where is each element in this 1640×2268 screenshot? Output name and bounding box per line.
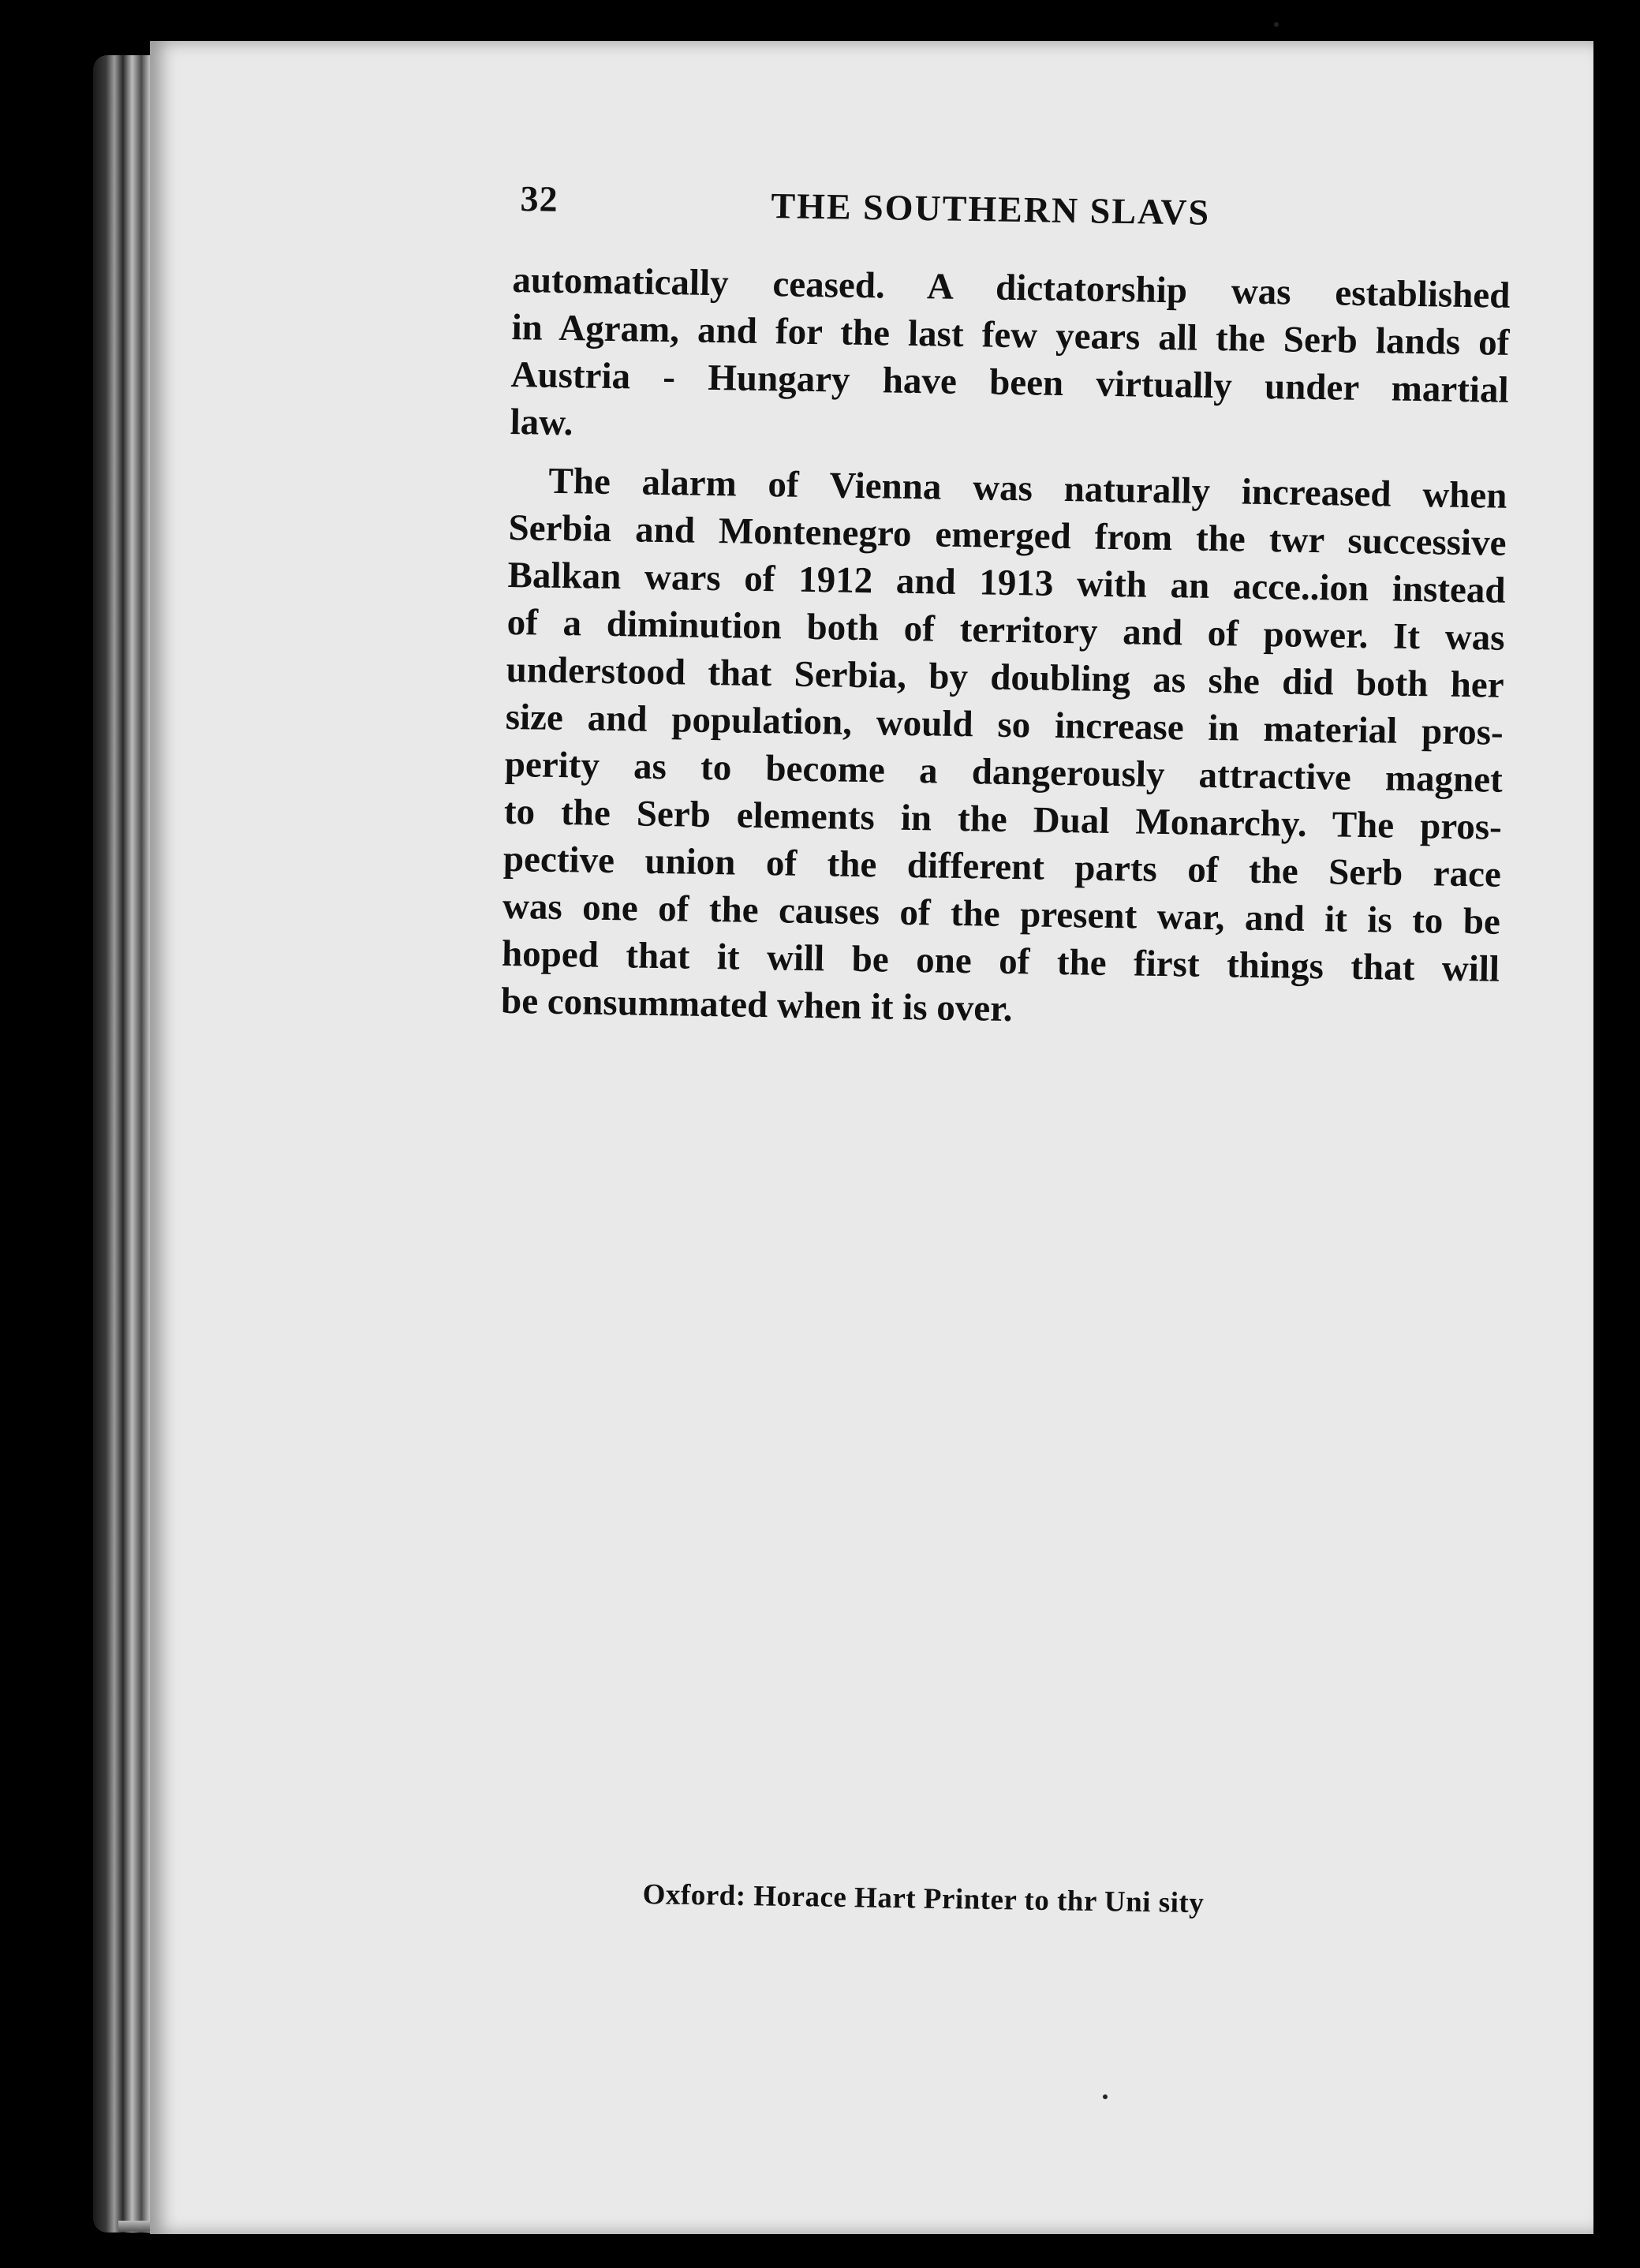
text-line: was one of the causes of the present war, and it is to be (502, 885, 1501, 943)
page-number: 32 (520, 177, 558, 219)
paragraph-1 (510, 256, 1511, 461)
text-line: size and population, would so increase in material pros- (505, 696, 1504, 753)
text-line: automatically ceased. A dictatorship was established (512, 259, 1511, 316)
text-line: Serbia and Montenegro emerged from the twr successive (508, 506, 1507, 564)
text-line: to the Serb elements in the Dual Monarchy. The pros- (503, 790, 1503, 848)
text-line: Balkan wars of 1912 and 1913 with an acce..ion instead (507, 554, 1506, 611)
running-title: THE SOUTHERN SLAVS (771, 185, 1211, 233)
text-line: be consummated when it is over. (500, 980, 1013, 1030)
ink-speck (1103, 2094, 1108, 2099)
text-line: The alarm of Vienna was naturally increased when (548, 460, 1507, 517)
body-text (501, 256, 1511, 1041)
text-line: hoped that it will be one of the first things that will (501, 932, 1500, 990)
ink-speck (1274, 22, 1279, 27)
text-line: of a diminution both of territory and of power. It was (506, 601, 1505, 659)
printer-imprint: Oxford: Horace Hart Printer to thr Uni sity (642, 1878, 1205, 1920)
text-line: understood that Serbia, by doubling as she did both her (506, 648, 1505, 706)
paragraph-2 (501, 457, 1507, 1041)
text-line: Austria - Hungary have been virtually under martial (510, 353, 1509, 411)
page-header (520, 177, 1270, 245)
text-line: pective union of the different parts of the Serb race (502, 838, 1502, 895)
text-line: in Agram, and for the last few years all the Serb lands of (511, 306, 1510, 364)
text-line: perity as to become a dangerously attractive magnet (504, 743, 1504, 801)
text-line: law. (510, 401, 573, 444)
